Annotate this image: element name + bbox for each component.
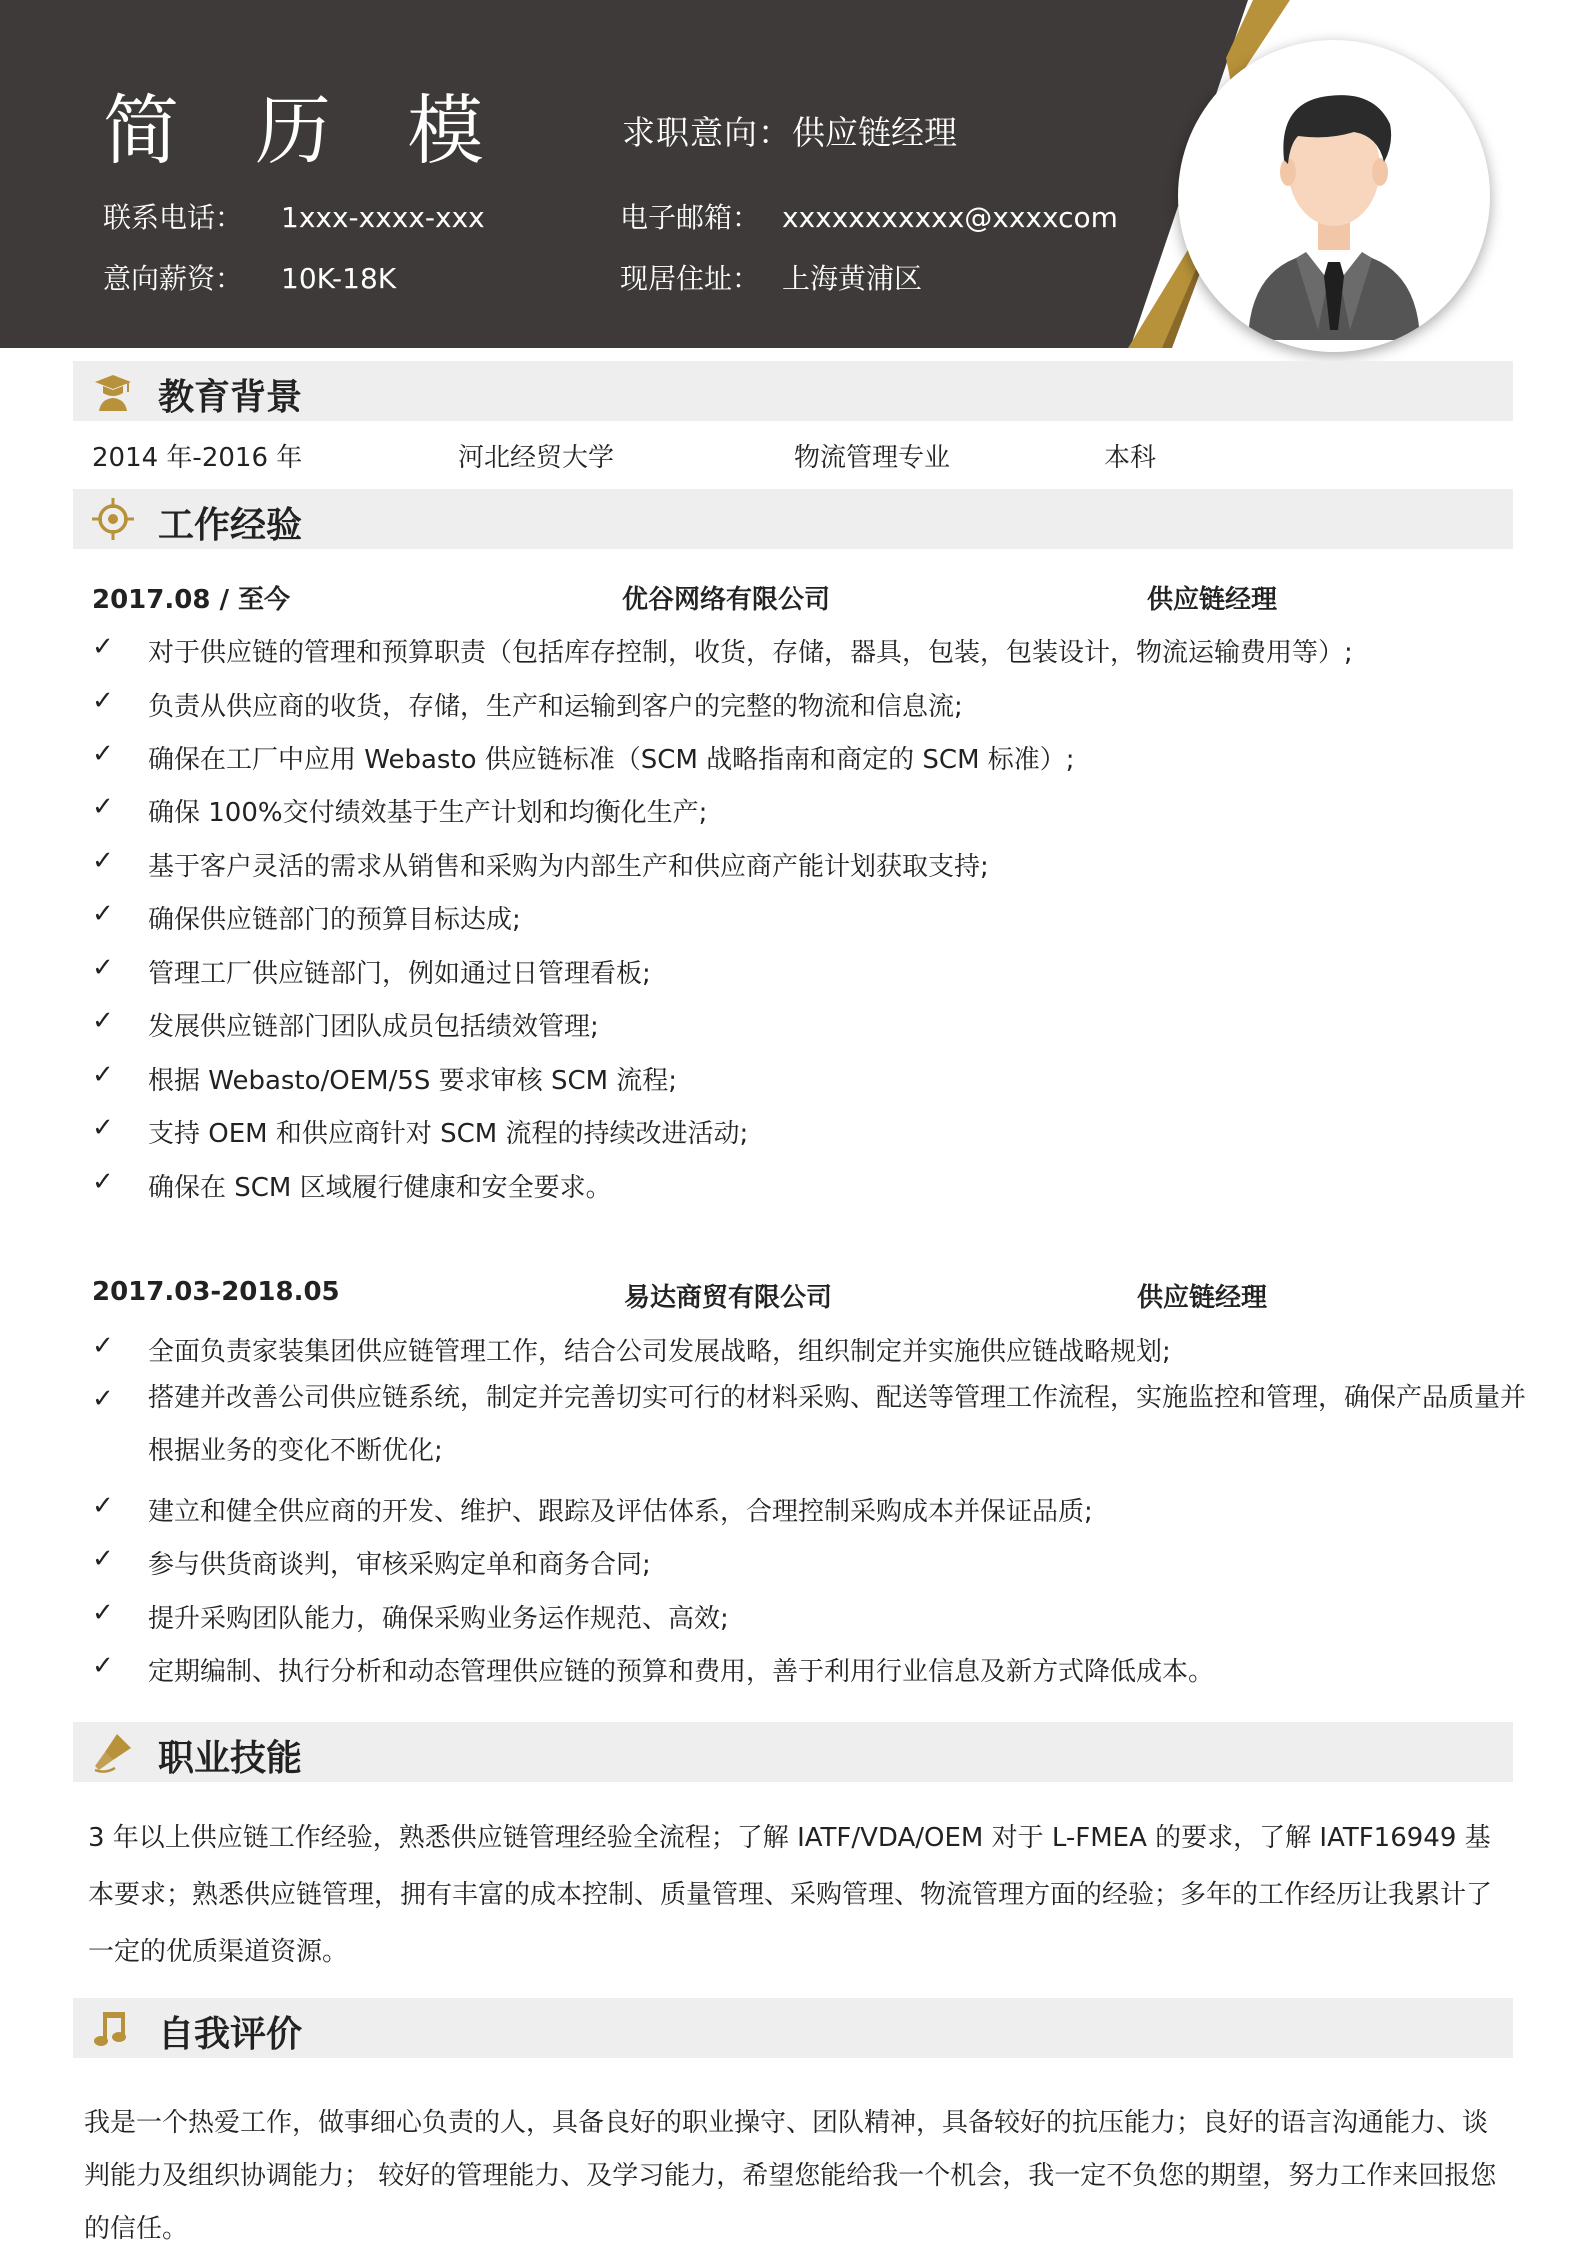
businessman-avatar-icon xyxy=(1178,40,1490,352)
edu-school: 河北经贸大学 xyxy=(458,443,615,473)
skills-text: 3 年以上供应链工作经验，熟悉供应链管理经验全流程；了解 IATF/VDA/OEM 对于 L-FMEA 的要求，了解 IATF16949 基本要求；熟悉供应链管理，拥有丰富的成本控制、质量管理、采购管理、物流管理方面的经验；多年的工作经历让我累计了一定的优质渠道资源。 xyxy=(88,1823,1493,1967)
address-value: 上海黄浦区 xyxy=(782,262,923,295)
job-period: 2017.08 / 至今 xyxy=(92,585,291,615)
job-company: 易达商贸有限公司 xyxy=(624,1283,833,1313)
edu-major: 物流管理专业 xyxy=(794,443,951,473)
salary-value: 10K-18K xyxy=(281,262,397,295)
self-eval-text: 我是一个热爱工作，做事细心负责的人，具备良好的职业操守、团队精神，具备较好的抗压能力；良好的语言沟通能力、谈判能力及组织协调能力； 较好的管理能力、及学习能力，希望您能给我一个机会，我一定不负您的期望，努力工作来回报您的信任。 xyxy=(84,2108,1497,2244)
section-title: 职业技能 xyxy=(158,1738,303,1779)
edu-period: 2014 年-2016 年 xyxy=(92,443,303,473)
edu-degree: 本科 xyxy=(1104,443,1157,473)
email-label: 电子邮箱： xyxy=(620,201,761,234)
job-period: 2017.03-2018.05 xyxy=(92,1277,340,1307)
email-row xyxy=(620,196,1118,236)
salary-row xyxy=(103,257,396,297)
resume-name: 简 历 模 xyxy=(103,86,510,175)
section-work xyxy=(73,489,1513,549)
phone-row xyxy=(103,196,485,236)
salary-label: 意向薪资： xyxy=(103,262,244,295)
phone-value: 1xxx-xxxx-xxx xyxy=(281,201,485,234)
section-title: 自我评价 xyxy=(158,2014,303,2055)
section-title: 教育背景 xyxy=(158,377,303,418)
address-label: 现居住址： xyxy=(620,262,761,295)
section-self-eval xyxy=(73,1998,1513,2058)
email-value: xxxxxxxxxxx@xxxxcom xyxy=(782,201,1118,234)
graduate-icon xyxy=(91,369,135,413)
intent-value: 供应链经理 xyxy=(792,113,957,152)
job-position: 供应链经理 xyxy=(1147,585,1278,615)
phone-label: 联系电话： xyxy=(103,201,244,234)
job-position: 供应链经理 xyxy=(1137,1283,1268,1313)
job-intent xyxy=(622,107,957,154)
section-education xyxy=(73,361,1513,421)
music-note-icon xyxy=(91,2006,135,2050)
section-skills xyxy=(73,1722,1513,1782)
intent-label: 求职意向： xyxy=(622,113,792,152)
section-title: 工作经验 xyxy=(158,505,303,546)
pen-icon xyxy=(91,1730,135,1774)
target-icon xyxy=(91,497,135,541)
address-row xyxy=(620,257,922,297)
avatar xyxy=(1178,40,1490,352)
job-company: 优谷网络有限公司 xyxy=(622,585,831,615)
